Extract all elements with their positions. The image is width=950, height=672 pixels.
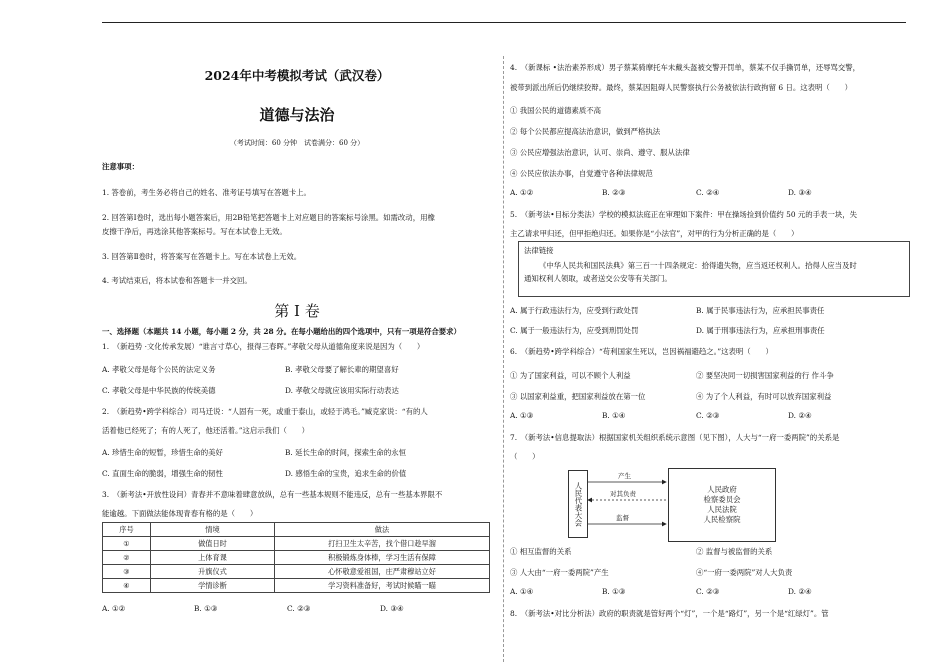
- notice-item: 3. 回答第Ⅱ卷时，将答案写在答题卡上。写在本试卷上无效。: [102, 252, 302, 261]
- law-link-text: 《中华人民共和国民法典》第三百一十四条规定：拾得遗失物，应当返还权利人。拾得人应当及时: [539, 261, 857, 270]
- exam-meta: （考试时间：60 分钟 试卷满分：60 分）: [229, 139, 365, 147]
- q3-option-c: C. ②③: [287, 604, 311, 613]
- q6-stem: 6. （新趋势•跨学科综合）“苟利国家生死以，岂因祸福避趋之。”这表明（ ）: [510, 347, 773, 356]
- q6-option-d: D. ②④: [788, 411, 812, 420]
- q1-stem: 1. （新趋势 ·文化传承发展）“谁言寸草心，报得三春晖。”孝敬父母从道德角度来说是因为（ ）: [102, 342, 425, 351]
- responsible-label: 对其负责: [610, 490, 636, 498]
- npc-label: 人民代表大会: [574, 481, 583, 527]
- q4-statement: ④ 公民应依法办事，自觉遵守各种法律规范: [510, 169, 653, 178]
- q4-stem: 被带到派出所后仍继续狡辩。最终，蔡某因阻碍人民警察执行公务被依法行政拘留 6 日。这表明（ ）: [510, 83, 852, 92]
- q6-statement: ② 要坚决同一切损害国家利益的行 作斗争: [696, 371, 834, 380]
- top-rule: [102, 22, 906, 23]
- q7-statement: ② 监督与被监督的关系: [696, 547, 773, 556]
- q7-statement: ③ 人大由“一府一委两院”产生: [510, 568, 609, 577]
- q4-stem: 4. （新课标 •法治素养形成）男子蔡某骑摩托车未戴头盔被交警开罚单，蔡某不仅手撕罚单，还辱骂交警，: [510, 63, 861, 72]
- q4-statement: ② 每个公民都应提高法治意识，做到严格执法: [510, 127, 661, 136]
- q3-table: [102, 522, 490, 593]
- q5-stem: 5. （新考法•目标分类法）学校的模拟法庭正在审理如下案件：甲在操场捡到价值约 50 元的手表一块，失: [510, 210, 858, 219]
- q5-stem: 主乙请求甲归还，但甲拒绝归还。如果你是“小法官”，对甲的行为分析正确的是（ ）: [510, 229, 799, 238]
- q7-statement: ④“一府一委两院”对人大负责: [696, 568, 793, 577]
- table-cell: ①: [103, 537, 151, 551]
- npc-box: [568, 470, 588, 538]
- law-link-box: [518, 241, 910, 297]
- q6-statement: ① 为了国家利益，可以不顾个人利益: [510, 371, 631, 380]
- table-header-row: [103, 523, 490, 537]
- volume-title: 第 I 卷: [274, 302, 320, 320]
- notice-item: 皮擦干净后，再选涂其他答案标号。写在本试卷上无效。: [102, 227, 287, 236]
- q5-option-d: D. 属于刑事违法行为，应承担刑事责任: [696, 326, 825, 335]
- q2-option-d: D. 感悟生命的宝贵，追求生命的价值: [285, 469, 407, 478]
- q5-option-a: A. 属于行政违法行为，应受到行政处罚: [510, 306, 639, 315]
- subject-title: 道德与法治: [259, 106, 335, 124]
- q2-option-b: B. 延长生命的时间，探索生命的永恒: [285, 448, 406, 457]
- organ-label: 检察委员会: [703, 495, 741, 504]
- q6-option-a: A. ①③: [510, 411, 534, 420]
- table-cell: 学习资料准备好，考试时候瞄一瞄: [275, 579, 490, 593]
- q7-option-d: D. ②④: [788, 587, 812, 596]
- q7-option-c: C. ②③: [696, 587, 720, 596]
- q7-stem: （ ）: [510, 452, 540, 461]
- q2-option-a: A. 珍惜生命的短暂，珍惜生命的美好: [102, 448, 223, 457]
- q1-option-b: B. 孝敬父母要了解长辈的期望喜好: [285, 365, 399, 374]
- q4-option-a: A. ①②: [510, 188, 534, 197]
- table-cell: 心怀敬意爱祖国，庄严肃穆站立好: [275, 565, 490, 579]
- q1-option-a: A. 孝敬父母是每个公民的法定义务: [102, 365, 216, 374]
- table-cell: ④: [103, 579, 151, 593]
- q2-stem: 2. （新趋势•跨学科综合）司马迁说：“人固有一死，或重于泰山，或轻于鸿毛。”臧克家说：“有的人: [102, 407, 428, 416]
- q7-option-b: B. ①③: [602, 587, 626, 596]
- organ-label: 人民政府: [707, 485, 737, 494]
- q5-option-b: B. 属于民事违法行为，应承担民事责任: [696, 306, 825, 315]
- produce-label: 产生: [618, 472, 631, 480]
- q2-stem: 活着他已经死了；有的人死了，他还活着。”这启示我们（ ）: [102, 426, 310, 435]
- table-cell: 升旗仪式: [151, 565, 275, 579]
- q4-statement: ③ 公民应增强法治意识，认可、崇尚、遵守、服从法律: [510, 148, 690, 157]
- table-row: [103, 537, 490, 551]
- organ-label: 人民检察院: [703, 515, 741, 524]
- notice-item: 4. 考试结束后，将本试卷和答题卡一并交回。: [102, 276, 252, 285]
- q4-option-c: C. ②④: [696, 188, 720, 197]
- column-divider: [503, 56, 504, 662]
- q7-option-a: A. ①④: [510, 587, 534, 596]
- q6-statement: ④ 为了个人利益，有时可以放弃国家利益: [696, 392, 832, 401]
- section-heading: 一、选择题（本题共 14 小题，每小题 2 分，共 28 分。在每小题给出的四个选项中，只有一项是符合要求）: [102, 327, 461, 336]
- q6-option-b: B. ①④: [602, 411, 626, 420]
- table-row: [103, 579, 490, 593]
- q6-option-c: C. ②③: [696, 411, 720, 420]
- table-cell: ③: [103, 565, 151, 579]
- table-cell: 学情诊断: [151, 579, 275, 593]
- q3-stem: 3. （新考法•开放性设问）青春并不意味着肆意放纵，总有一些基本规则不能违反，总有一些基本界限不: [102, 490, 443, 499]
- table-cell: 打扫卫生太辛苦，找个借口趁早溜: [275, 537, 490, 551]
- q4-statement: ① 我国公民的道德素质不高: [510, 106, 602, 115]
- q3-option-b: B. ①③: [194, 604, 218, 613]
- supervise-label: 监督: [616, 514, 629, 522]
- q1-option-d: D. 孝敬父母就应该用实际行动表达: [285, 386, 399, 395]
- table-row: [103, 551, 490, 565]
- q7-statement: ① 相互监督的关系: [510, 547, 572, 556]
- table-cell: 积极锻炼身体棒，学习生活有保障: [275, 551, 490, 565]
- q6-statement: ③ 以国家利益重，把国家利益放在第一位: [510, 392, 646, 401]
- notice-item: 2. 回答第Ⅰ卷时，选出每小题答案后，用2B铅笔把答题卡上对应题目的答案标号涂黑。如需改动，用橡: [102, 213, 435, 222]
- q4-option-d: D. ③④: [788, 188, 812, 197]
- table-cell: 上体育课: [151, 551, 275, 565]
- exam-title: 2024年中考模拟考试（武汉卷）: [204, 68, 390, 83]
- q4-option-b: B. ②③: [602, 188, 626, 197]
- q5-option-c: C. 属于一般违法行为，应受到刑罚处罚: [510, 326, 639, 335]
- table-header-cell: 做法: [275, 523, 490, 537]
- q2-option-c: C. 直面生命的脆弱，增强生命的韧性: [102, 469, 223, 478]
- law-link-title: 法律链接: [524, 246, 554, 255]
- q3-option-a: A. ①②: [102, 604, 126, 613]
- notice-heading: 注意事项：: [102, 162, 139, 171]
- table-cell: ②: [103, 551, 151, 565]
- organ-label: 人民法院: [707, 505, 737, 514]
- state-organs-box: [668, 468, 776, 542]
- q1-option-c: C. 孝敬父母是中华民族的传统美德: [102, 386, 216, 395]
- notice-item: 1. 答卷前，考生务必将自己的姓名、准考证号填写在答题卡上。: [102, 188, 311, 197]
- q3-stem: 能逾越。下面做法能体现青春有格的是（ ）: [102, 509, 258, 518]
- law-link-text: 通知权利人领取，或者送交公安等有关部门。: [524, 274, 672, 283]
- q7-stem: 7. （新考法•信息提取法）根据国家机关组织系统示意图（见下图），人大与“一府一委两院”的关系是: [510, 433, 840, 442]
- table-header-cell: 情境: [151, 523, 275, 537]
- q8-stem: 8. （新考法•对比分析法）政府的职责就是管好两个“灯”，一个是“路灯”，另一个是“红绿灯”。管: [510, 609, 829, 618]
- table-row: [103, 565, 490, 579]
- table-cell: 做值日时: [151, 537, 275, 551]
- q3-option-d: D. ③④: [380, 604, 404, 613]
- table-header-cell: 序号: [103, 523, 151, 537]
